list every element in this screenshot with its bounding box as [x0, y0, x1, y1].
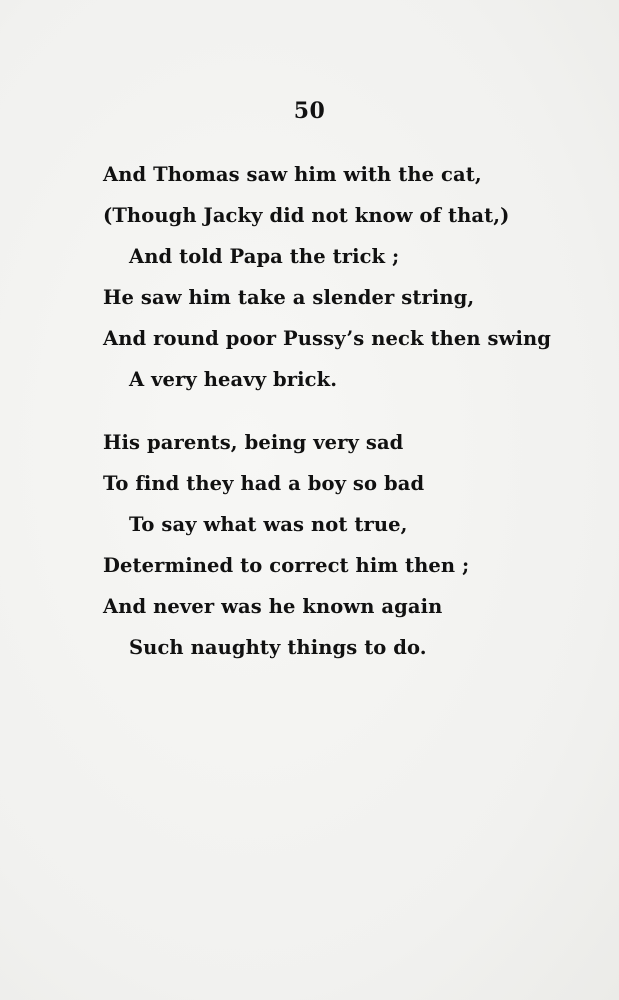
poem-line: His parents, being very sad — [103, 431, 404, 454]
poem-line: (Though Jacky did not know of that,) — [103, 204, 510, 227]
poem-line: Such naughty things to do. — [129, 636, 427, 659]
poem-line: Determined to correct him then ; — [103, 554, 470, 577]
poem-line: He saw him take a slender string, — [103, 286, 475, 309]
poem-line: And round poor Pussy’s neck then swing — [103, 327, 551, 350]
poem-line: To say what was not true, — [129, 513, 408, 536]
poem-line: And Thomas saw him with the cat, — [103, 163, 482, 186]
poem-line: And told Papa the trick ; — [129, 245, 400, 268]
poem-line: A very heavy brick. — [129, 368, 338, 391]
poem-line: And never was he known again — [103, 595, 443, 618]
poem-line: To find they had a boy so bad — [103, 472, 425, 495]
stanza-2 — [103, 422, 603, 668]
page-number: 50 — [293, 98, 326, 124]
stanza-1 — [103, 154, 603, 400]
poem — [103, 154, 603, 690]
